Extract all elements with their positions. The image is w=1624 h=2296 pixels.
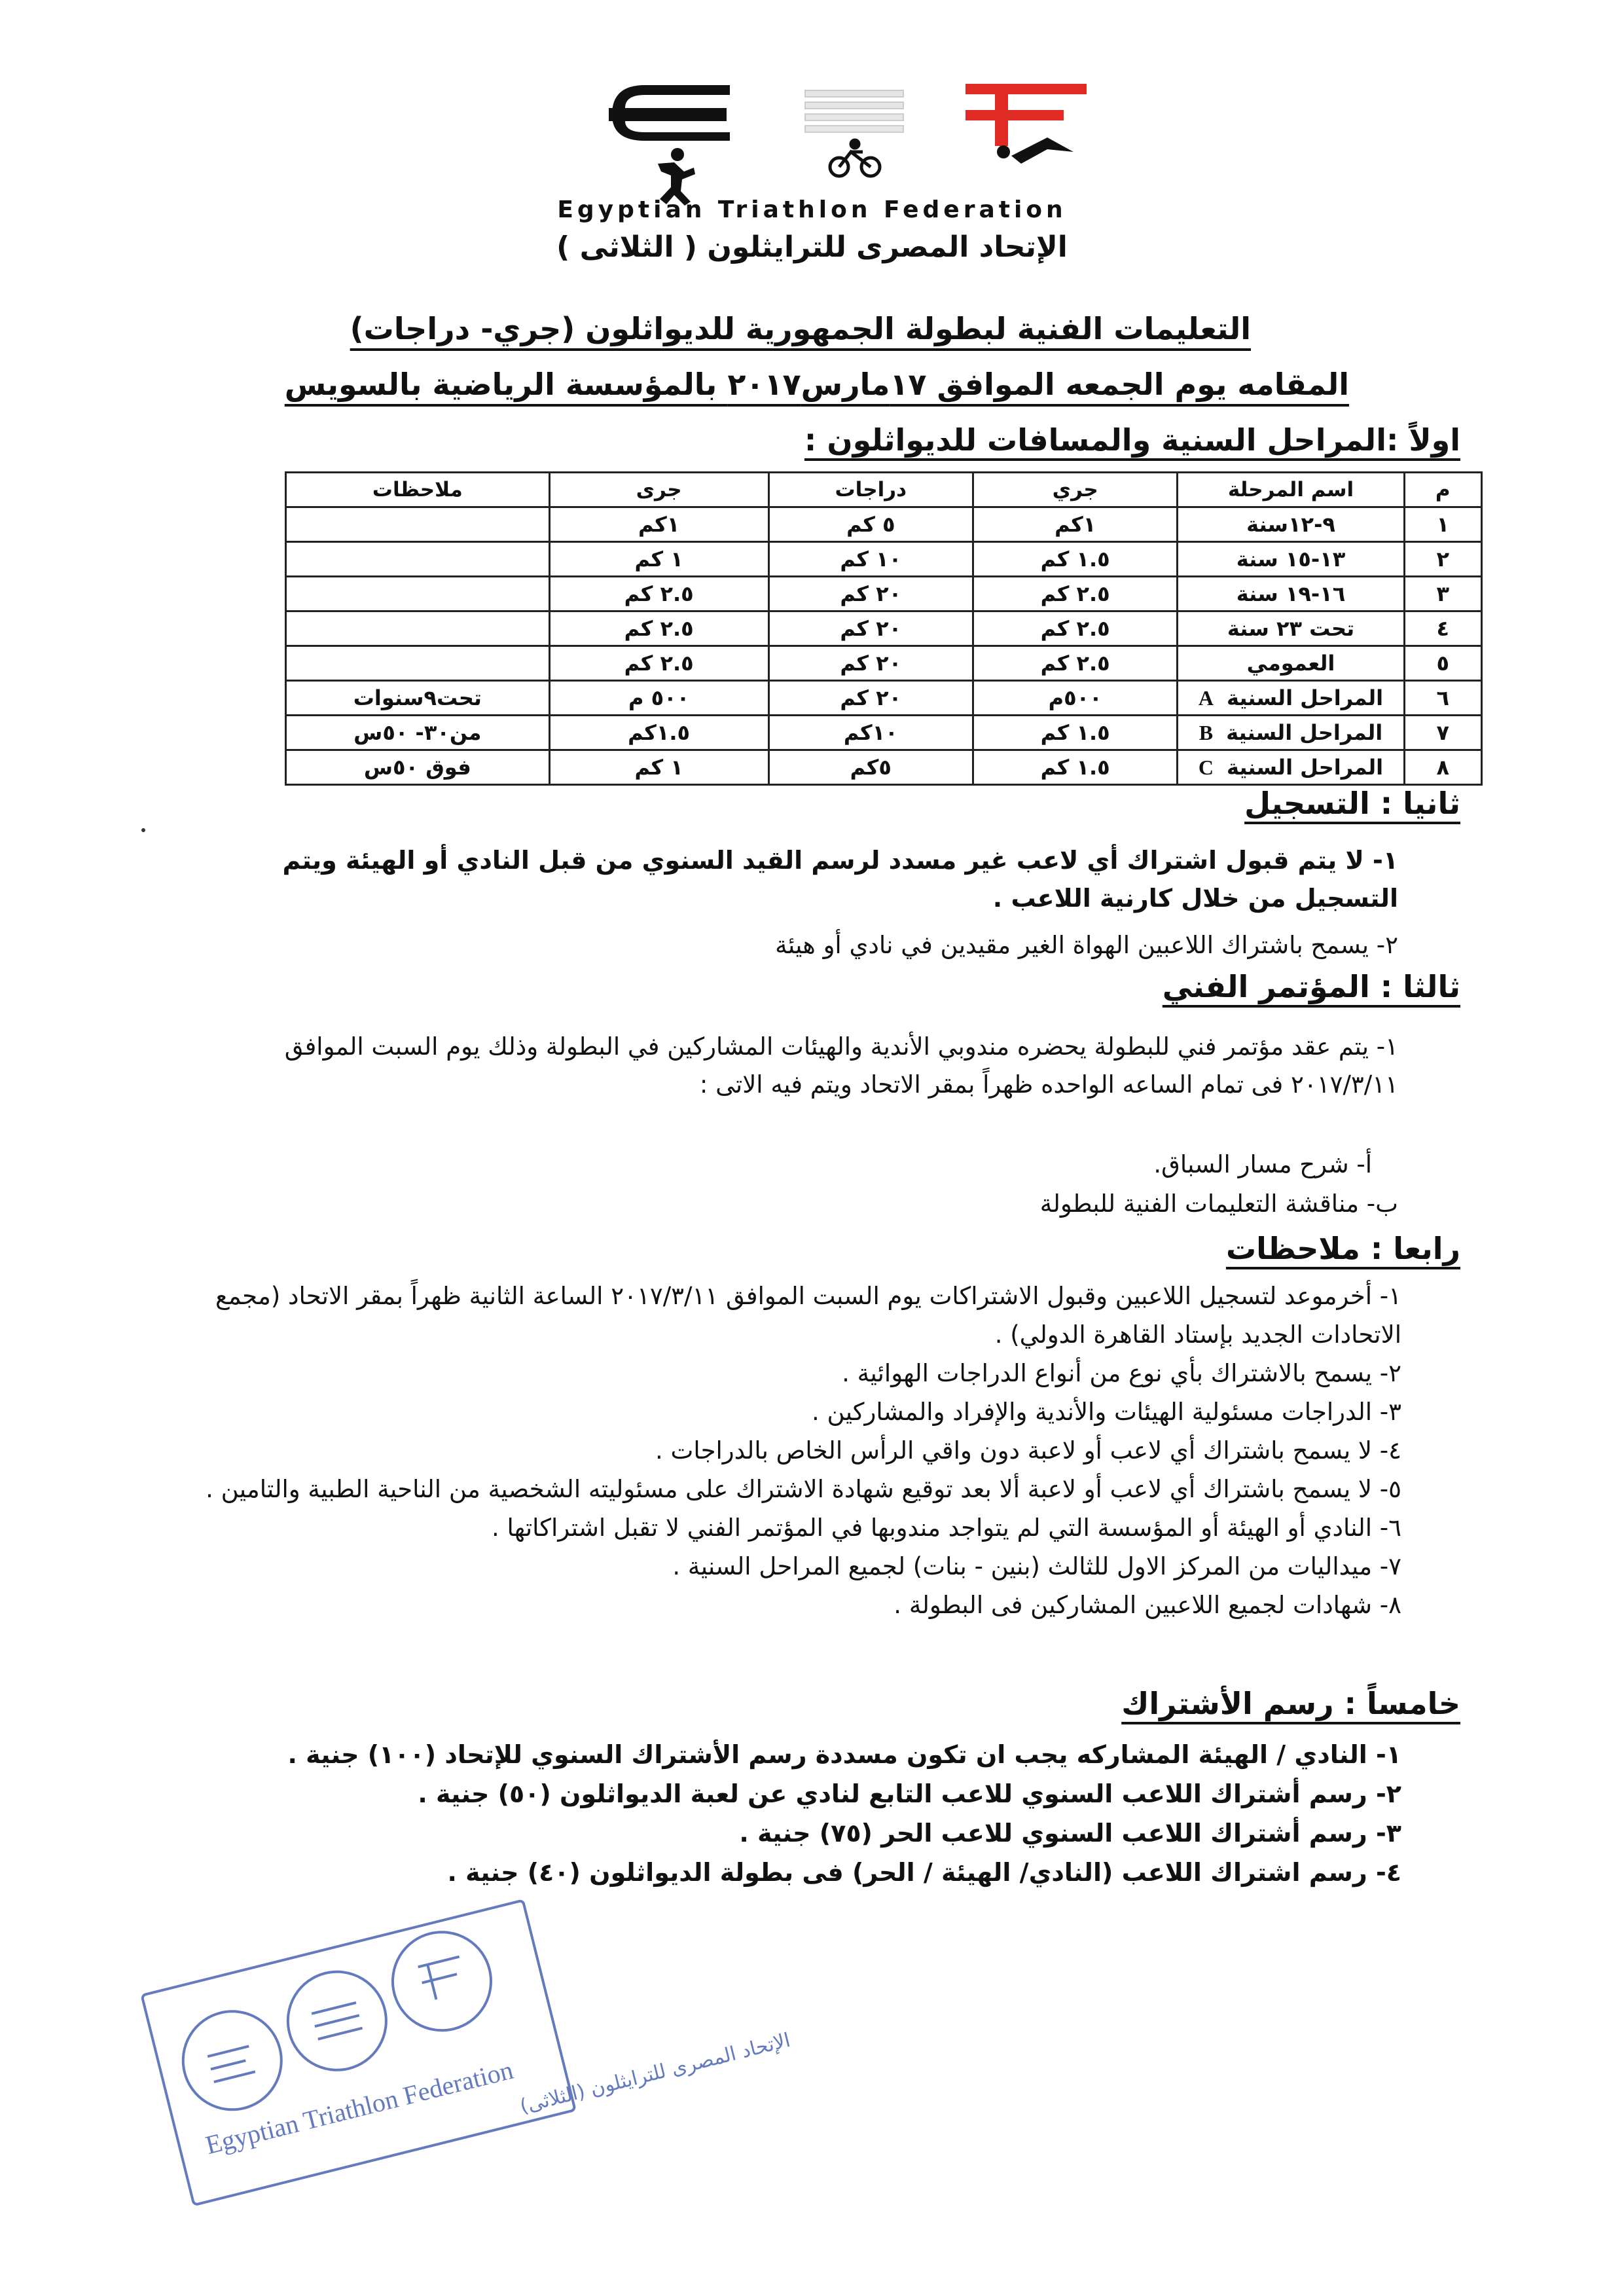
col-header-notes: ملاحظات xyxy=(286,473,550,507)
col-header-run1: جري xyxy=(973,473,1177,507)
cell-run1: ١.٥ كم xyxy=(973,750,1177,785)
cell-run2: ٥٠٠ م xyxy=(549,681,768,716)
conference-sub-a: أ- شرح مسار السباق. xyxy=(1153,1150,1372,1178)
col-header-number: م xyxy=(1404,473,1481,507)
stage-letter: B xyxy=(1199,721,1214,744)
cell-stage-name xyxy=(1178,681,1404,716)
cell-run1: ٢.٥ كم xyxy=(973,611,1177,646)
fee-item: ٢- رسم أشتراك اللاعب السنوي للاعب التابع لنادي عن لعبة الديواثلون (٥٠) جنية . xyxy=(418,1779,1401,1808)
stage-name: ٩-١٢سنة xyxy=(1246,512,1335,537)
logo-bike-mark xyxy=(805,90,903,132)
registration-item-2: ٢- يسمح باشتراك اللاعبين الهواة الغير مقيدين في نادي أو هيئة xyxy=(775,931,1398,959)
section3-heading: ثالثا : المؤتمر الفني xyxy=(1162,969,1460,1004)
stage-letter: A xyxy=(1198,686,1214,710)
stamp-text-arabic: الإتحاد المصرى للترايثلون (الثلاثى) xyxy=(517,2028,793,2119)
cell-run1: ٢.٥ كم xyxy=(973,577,1177,611)
stage-name: المراحل السنية xyxy=(1226,685,1384,710)
bicycle-icon xyxy=(830,140,880,176)
stage-name: تحت ٢٣ سنة xyxy=(1227,616,1355,641)
cell-bike: ١٠كم xyxy=(768,716,973,750)
cell-run2: ١ كم xyxy=(549,750,768,785)
cell-number: ٧ xyxy=(1404,716,1481,750)
cell-stage-name xyxy=(1178,542,1404,577)
cell-run1: ٢.٥ كم xyxy=(973,646,1177,681)
scan-speck xyxy=(141,828,145,832)
cell-number: ٤ xyxy=(1404,611,1481,646)
fees-list xyxy=(196,1735,1401,1892)
section5-heading: خامساً : رسم الأشتراك xyxy=(1121,1686,1460,1721)
fee-item: ١- النادي / الهيئة المشاركه يجب ان تكون مسددة رسم الأشتراك السنوي للإتحاد (١٠٠) جنية . xyxy=(287,1740,1401,1769)
age-groups-table xyxy=(285,471,1483,786)
table-row xyxy=(286,507,1482,542)
cell-stage-name xyxy=(1178,646,1404,681)
cell-number: ٣ xyxy=(1404,577,1481,611)
cell-bike: ٢٠ كم xyxy=(768,646,973,681)
cell-notes: من٣٠- ٥٠س xyxy=(286,716,550,750)
cell-stage-name xyxy=(1178,507,1404,542)
document-subtitle: المقامه يوم الجمعه الموافق ١٧مارس٢٠١٧ بالمؤسسة الرياضية بالسويس xyxy=(284,367,1349,402)
cell-bike: ٢٠ كم xyxy=(768,681,973,716)
note-item: ٢- يسمح بالاشتراك بأي نوع من أنواع الدراجات الهوائية . xyxy=(842,1359,1401,1387)
cell-stage-name xyxy=(1178,577,1404,611)
cell-notes xyxy=(286,577,550,611)
note-item: ٥- لا يسمح باشتراك أي لاعب أو لاعبة ألا بعد توقيع شهادة الاشتراك على مسئوليته الشخصية من الناحية الطبية والتامين . xyxy=(206,1475,1401,1503)
cell-run2: ١.٥كم xyxy=(549,716,768,750)
cell-bike: ٥كم xyxy=(768,750,973,785)
table-row xyxy=(286,611,1482,646)
cell-run1: ١.٥ كم xyxy=(973,716,1177,750)
cell-notes xyxy=(286,507,550,542)
table-row xyxy=(286,577,1482,611)
conference-item-1: ١- يتم عقد مؤتمر فني للبطولة يحضره مندوبي الأندية والهيئات المشاركين في البطولة وذلك يوم السبت الموافق ٢٠١٧/٣/١١ فى تمام الساعه الواحده ظهراً بمقر الاتحاد ويتم فيه الاتى : xyxy=(284,1032,1398,1099)
cell-stage-name xyxy=(1178,750,1404,785)
stage-name: ١٣-١٥ سنة xyxy=(1236,547,1346,572)
cell-notes: تحت٩سنوات xyxy=(286,681,550,716)
cell-stage-name xyxy=(1178,716,1404,750)
cell-bike: ١٠ كم xyxy=(768,542,973,577)
cell-run2: ١ كم xyxy=(549,542,768,577)
swimmer-icon xyxy=(997,137,1074,164)
table-row xyxy=(286,681,1482,716)
org-name-english: Egyptian Triathlon Federation xyxy=(557,196,1067,223)
cell-notes xyxy=(286,611,550,646)
section2-heading: ثانيا : التسجيل xyxy=(1244,786,1460,821)
note-item: ٤- لا يسمح باشتراك أي لاعب أو لاعبة دون واقي الرأس الخاص بالدراجات . xyxy=(655,1436,1401,1465)
note-item: ٧- ميداليات من المركز الاول للثالث (بنين - بنات) لجميع المراحل السنية . xyxy=(672,1552,1401,1580)
table-row xyxy=(286,646,1482,681)
cell-run2: ٢.٥ كم xyxy=(549,577,768,611)
stage-name: العمومي xyxy=(1246,651,1335,676)
cell-number: ٢ xyxy=(1404,542,1481,577)
cell-bike: ٢٠ كم xyxy=(768,611,973,646)
registration-item-1: ١- لا يتم قبول اشتراك أي لاعب غير مسدد لرسم القيد السنوي من قبل النادي أو الهيئة ويتم التسجيل من خلال كارنية اللاعب . xyxy=(282,846,1398,913)
org-name-arabic: الإتحاد المصرى للترايثلون ( الثلاثى ) xyxy=(556,230,1068,264)
stage-name: المراحل السنية xyxy=(1226,720,1383,745)
logo-f-mark xyxy=(965,84,1087,146)
note-item: ٣- الدراجات مسئولية الهيئات والأندية والإفراد والمشاركين . xyxy=(812,1398,1401,1426)
stamp-text-english: Egyptian Triathlon Federation xyxy=(202,2054,516,2160)
federation-stamp xyxy=(151,1905,793,2213)
cell-number: ٥ xyxy=(1404,646,1481,681)
note-item: ٦- النادي أو الهيئة أو المؤسسة التي لم يتواجد مندوبها في المؤتمر الفني لا تقبل اشتراكاتها . xyxy=(492,1514,1401,1542)
cell-notes xyxy=(286,646,550,681)
table-row xyxy=(286,750,1482,785)
cell-run2: ٢.٥ كم xyxy=(549,646,768,681)
table-row xyxy=(286,716,1482,750)
notes-list xyxy=(196,1277,1401,1624)
note-item: ٨- شهادات لجميع اللاعبين المشاركين فى البطولة . xyxy=(893,1591,1401,1619)
col-header-stage: اسم المرحلة xyxy=(1178,473,1404,507)
section1-heading: اولاً :المراحل السنية والمسافات للديواثلون : xyxy=(804,422,1460,458)
table-row xyxy=(286,542,1482,577)
cell-run1: ١.٥ كم xyxy=(973,542,1177,577)
cell-run1: ٥٠٠م xyxy=(973,681,1177,716)
cell-number: ٨ xyxy=(1404,750,1481,785)
cell-number: ٦ xyxy=(1404,681,1481,716)
cell-notes: فوق ٥٠س xyxy=(286,750,550,785)
cell-run2: ١كم xyxy=(549,507,768,542)
col-header-run2: جرى xyxy=(549,473,768,507)
cell-bike: ٥ كم xyxy=(768,507,973,542)
stage-name: ١٦-١٩ سنة xyxy=(1236,581,1346,606)
cell-stage-name xyxy=(1178,611,1404,646)
table-header-row xyxy=(286,473,1482,507)
cell-bike: ٢٠ كم xyxy=(768,577,973,611)
stage-letter: C xyxy=(1198,756,1214,779)
cell-number: ١ xyxy=(1404,507,1481,542)
col-header-bike: دراجات xyxy=(768,473,973,507)
document-title: التعليمات الفنية لبطولة الجمهورية للديواثلون (جري- دراجات) xyxy=(350,311,1251,346)
cell-run2: ٢.٥ كم xyxy=(549,611,768,646)
section4-heading: رابعا : ملاحظات xyxy=(1225,1231,1460,1266)
cell-notes xyxy=(286,542,550,577)
conference-sub-b: ب- مناقشة التعليمات الفنية للبطولة xyxy=(1039,1190,1398,1218)
note-item: ١- أخرموعد لتسجيل اللاعبين وقبول الاشتراكات يوم السبت الموافق ٢٠١٧/٣/١١ الساعة الثانية ظهراً بمقر الاتحاد (مجمع الاتحادات الجديد بإستاد القاهرة الدولي) . xyxy=(215,1282,1401,1349)
logo-e-mark xyxy=(609,85,730,141)
cell-run1: ١كم xyxy=(973,507,1177,542)
fee-item: ٣- رسم أشتراك اللاعب السنوي للاعب الحر (٧٥) جنية . xyxy=(739,1819,1401,1848)
stage-name: المراحل السنية xyxy=(1226,755,1384,780)
fee-item: ٤- رسم اشتراك اللاعب (النادي/ الهيئة / الحر) فى بطولة الديواثلون (٤٠) جنية . xyxy=(447,1858,1401,1887)
